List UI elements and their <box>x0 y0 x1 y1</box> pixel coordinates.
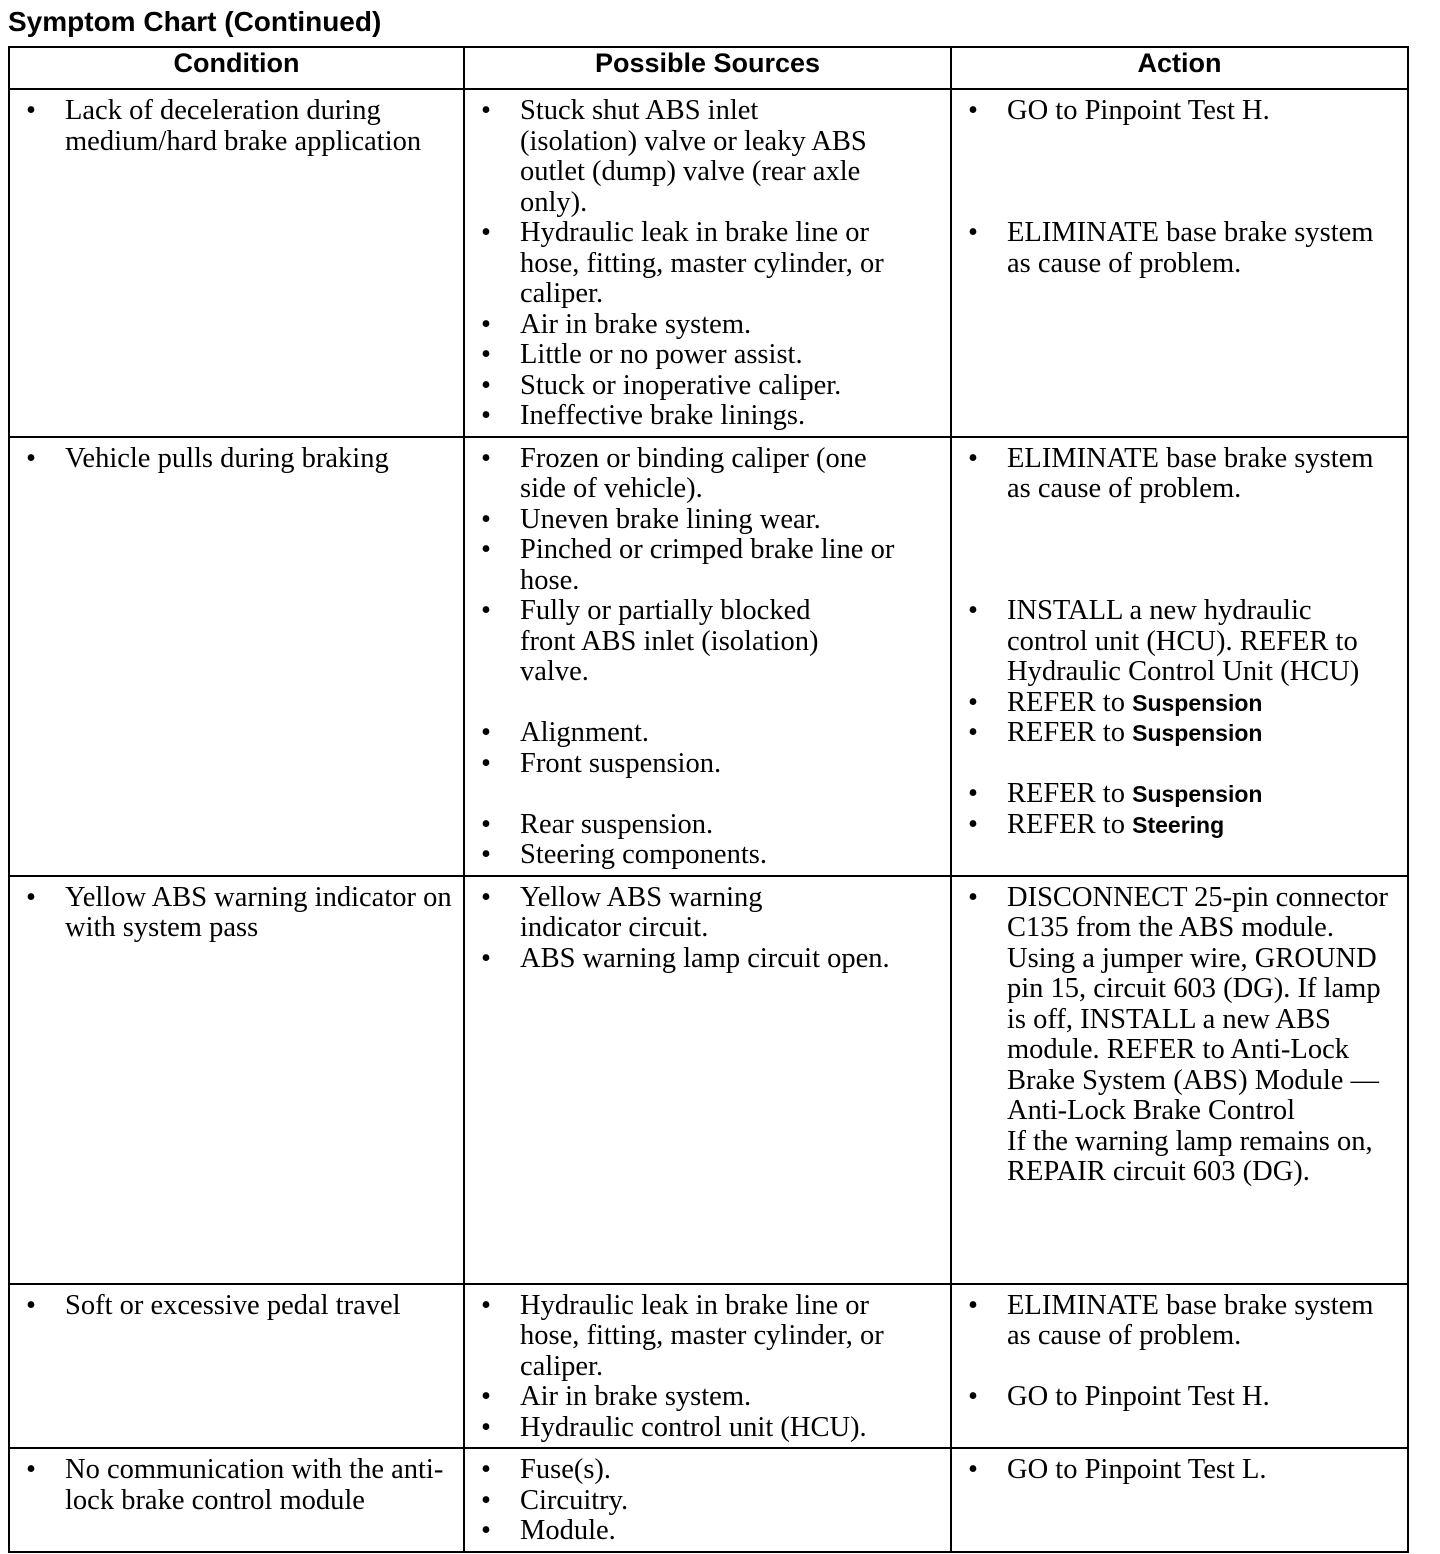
condition-item: • Yellow ABS warning indicator on with system pass <box>18 883 455 944</box>
source-item: • Little or no power assist. <box>473 340 942 371</box>
action-item: • GO to Pinpoint Test L. <box>960 1455 1399 1486</box>
action-item: • ELIMINATE base brake system as cause of problem. <box>960 218 1399 279</box>
source-item: • Air in brake system. <box>473 310 942 341</box>
action-cell <box>951 89 1408 437</box>
action-cell <box>951 876 1408 1284</box>
table-row <box>9 1448 1408 1552</box>
action-note: If the warning lamp remains on, REPAIR circuit 603 (DG). <box>1007 1125 1373 1187</box>
source-item: • Fully or partially blocked front ABS inlet (isolation) valve. <box>473 596 942 688</box>
table-row <box>9 876 1408 1284</box>
page-title: Symptom Chart (Continued) <box>8 6 382 37</box>
source-item: • Module. <box>473 1516 942 1547</box>
source-item: • Yellow ABS warning indicator circuit. <box>473 883 942 944</box>
header-row <box>9 47 1408 89</box>
condition-cell <box>9 89 464 437</box>
action-item: • REFER to Suspension <box>960 718 1399 749</box>
source-item: • Steering components. <box>473 840 942 871</box>
condition-cell <box>9 1448 464 1552</box>
action-item: • ELIMINATE base brake system as cause of problem. <box>960 1291 1399 1352</box>
action-item: • REFER to Suspension <box>960 688 1399 719</box>
condition-cell <box>9 1284 464 1449</box>
source-item: • Uneven brake lining wear. <box>473 505 942 536</box>
condition-item: • No communication with the anti-lock brake control module <box>18 1455 455 1516</box>
action-item: • REFER to Steering <box>960 810 1399 841</box>
action-cell <box>951 437 1408 876</box>
source-item: • Fuse(s). <box>473 1455 942 1486</box>
source-item: • Pinched or crimped brake line or hose. <box>473 535 942 596</box>
source-item: • Hydraulic leak in brake line or hose, fitting, master cylinder, or caliper. <box>473 218 942 310</box>
sources-cell <box>464 437 951 876</box>
source-item: • ABS warning lamp circuit open. <box>473 944 942 975</box>
source-item: • Hydraulic leak in brake line or hose, fitting, master cylinder, or caliper. <box>473 1291 942 1383</box>
source-item: • Frozen or binding caliper (one side of vehicle). <box>473 444 942 505</box>
condition-cell <box>9 437 464 876</box>
symptom-chart-table <box>8 46 1409 1553</box>
header-sources: Possible Sources <box>464 47 951 89</box>
source-item: • Hydraulic control unit (HCU). <box>473 1413 942 1444</box>
source-item: • Air in brake system. <box>473 1382 942 1413</box>
action-cell <box>951 1448 1408 1552</box>
reference-link[interactable]: Suspension <box>1132 689 1263 716</box>
sources-cell <box>464 1284 951 1449</box>
header-action: Action <box>951 47 1408 89</box>
condition-item: • Soft or excessive pedal travel <box>18 1291 455 1322</box>
source-item: • Ineffective brake linings. <box>473 401 942 432</box>
reference-link[interactable]: Steering <box>1132 811 1225 838</box>
source-item: • Front suspension. <box>473 749 942 780</box>
action-item: • ELIMINATE base brake system as cause of problem. <box>960 444 1399 505</box>
source-item: • Stuck or inoperative caliper. <box>473 371 942 402</box>
source-item: • Rear suspension. <box>473 810 942 841</box>
action-cell <box>951 1284 1408 1449</box>
action-item: • INSTALL a new hydraulic control unit (HCU). REFER to Hydraulic Control Unit (HCU) <box>960 596 1399 688</box>
condition-cell <box>9 876 464 1284</box>
action-item: • REFER to Suspension <box>960 779 1399 810</box>
table-row <box>9 437 1408 876</box>
source-item: • Alignment. <box>473 718 942 749</box>
source-item: • Stuck shut ABS inlet (isolation) valve or leaky ABS outlet (dump) valve (rear axle only). <box>473 96 942 218</box>
action-item: • GO to Pinpoint Test H. <box>960 96 1399 127</box>
reference-link[interactable]: Suspension <box>1132 781 1263 807</box>
action-item: • GO to Pinpoint Test H. <box>960 1382 1399 1413</box>
table-row <box>9 89 1408 437</box>
action-item: • DISCONNECT 25-pin connector C135 from the ABS module. Using a jumper wire, GROUND pin 15, circuit 603 (DG). If lamp is off, INSTALL a new ABS module. REFER to Anti-Lock Brake System (ABS) Module — Anti-Lock Brake Control <box>960 883 1399 1127</box>
header-condition: Condition <box>9 47 464 89</box>
sources-cell <box>464 876 951 1284</box>
condition-item: • Vehicle pulls during braking <box>18 444 455 475</box>
source-item: • Circuitry. <box>473 1486 942 1517</box>
sources-cell <box>464 1448 951 1552</box>
condition-item: • Lack of deceleration during medium/hard brake application <box>18 96 455 157</box>
sources-cell <box>464 89 951 437</box>
reference-link[interactable]: Suspension <box>1132 720 1263 746</box>
table-row <box>9 1284 1408 1449</box>
